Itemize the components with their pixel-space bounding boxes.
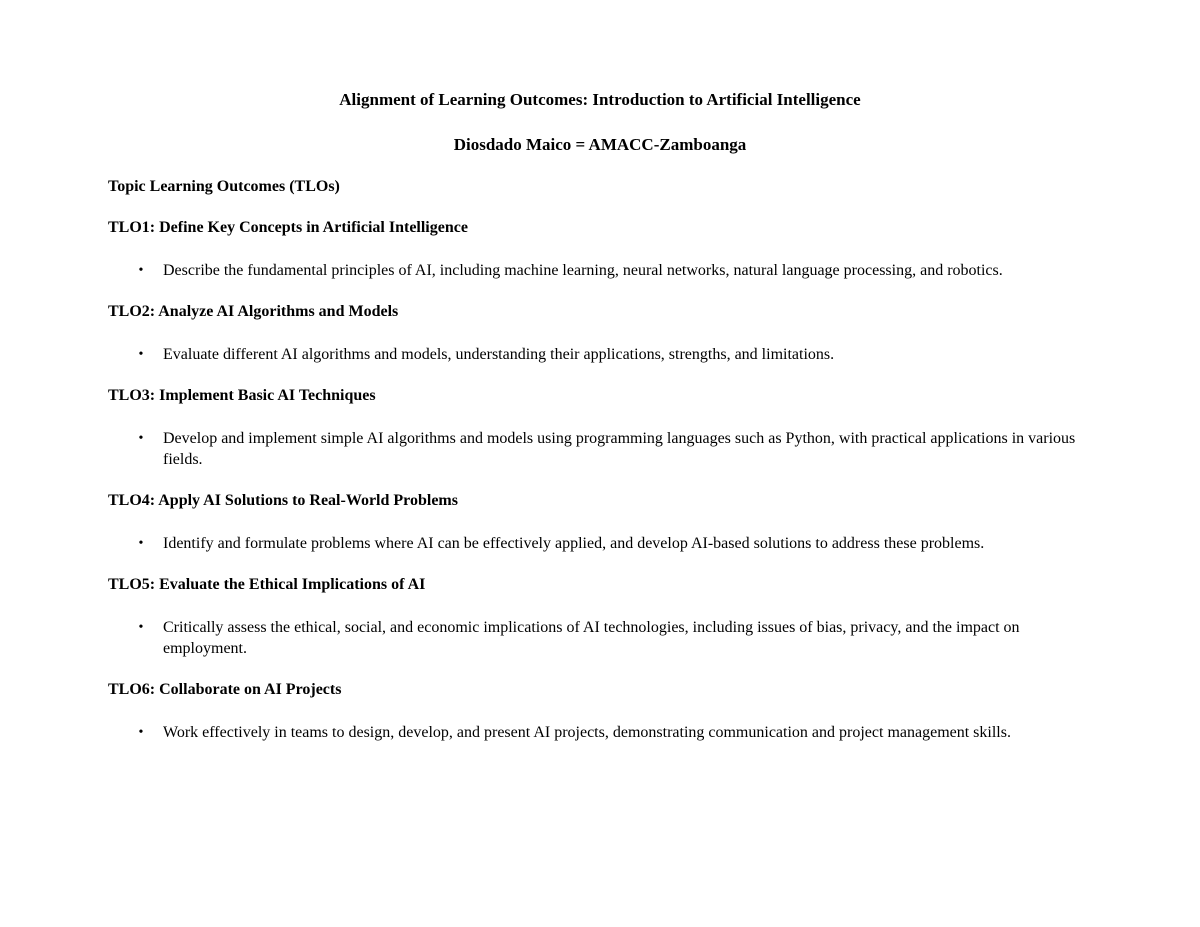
section-heading-tlos: Topic Learning Outcomes (TLOs) <box>108 178 340 195</box>
tlo-heading: TLO1: Define Key Concepts in Artificial Intelligence <box>108 219 468 236</box>
bullet-icon: • <box>138 725 144 740</box>
tlo-bullet-text: Develop and implement simple AI algorithms and models using programming languages such as Python, with practical applications in various fields. <box>163 430 1076 468</box>
bullet-icon: • <box>138 620 144 635</box>
tlo-bullet-text: Evaluate different AI algorithms and models, understanding their applications, strengths, and limitations. <box>163 346 835 363</box>
tlo-heading: TLO4: Apply AI Solutions to Real-World Problems <box>108 492 458 509</box>
tlo-1 <box>0 218 1200 281</box>
tlo-bullet-text: Work effectively in teams to design, develop, and present AI projects, demonstrating communication and project management skills. <box>163 724 1011 741</box>
tlo-6 <box>0 680 1200 743</box>
tlo-bullet-item <box>0 428 1085 470</box>
bullet-icon: • <box>138 347 144 362</box>
tlo-bullet-item <box>0 617 1085 659</box>
tlo-heading: TLO2: Analyze AI Algorithms and Models <box>108 303 399 320</box>
bullet-icon: • <box>138 431 144 446</box>
bullet-icon: • <box>138 536 144 551</box>
tlo-bullet-item <box>0 260 1085 281</box>
tlo-3 <box>0 386 1200 470</box>
tlo-bullet-item <box>0 533 1085 554</box>
tlo-bullet-text: Identify and formulate problems where AI can be effectively applied, and develop AI-based solutions to address these problems. <box>163 535 985 552</box>
tlo-4 <box>0 491 1200 554</box>
tlo-heading: TLO6: Collaborate on AI Projects <box>108 681 342 698</box>
document-title: Alignment of Learning Outcomes: Introduction to Artificial Intelligence <box>339 90 861 109</box>
tlo-bullet-text: Critically assess the ethical, social, and economic implications of AI technologies, including issues of bias, privacy, and the impact on employment. <box>163 619 1020 657</box>
tlo-bullet-text: Describe the fundamental principles of AI, including machine learning, neural networks, natural language processing, and robotics. <box>163 262 1003 279</box>
tlo-bullet-item <box>0 722 1085 743</box>
bullet-icon: • <box>138 263 144 278</box>
tlo-2 <box>0 302 1200 365</box>
tlo-bullet-item <box>0 344 1085 365</box>
tlo-heading: TLO5: Evaluate the Ethical Implications of AI <box>108 576 426 593</box>
author-line: Diosdado Maico = AMACC-Zamboanga <box>453 135 747 154</box>
tlo-5 <box>0 575 1200 659</box>
tlo-heading: TLO3: Implement Basic AI Techniques <box>108 387 376 404</box>
